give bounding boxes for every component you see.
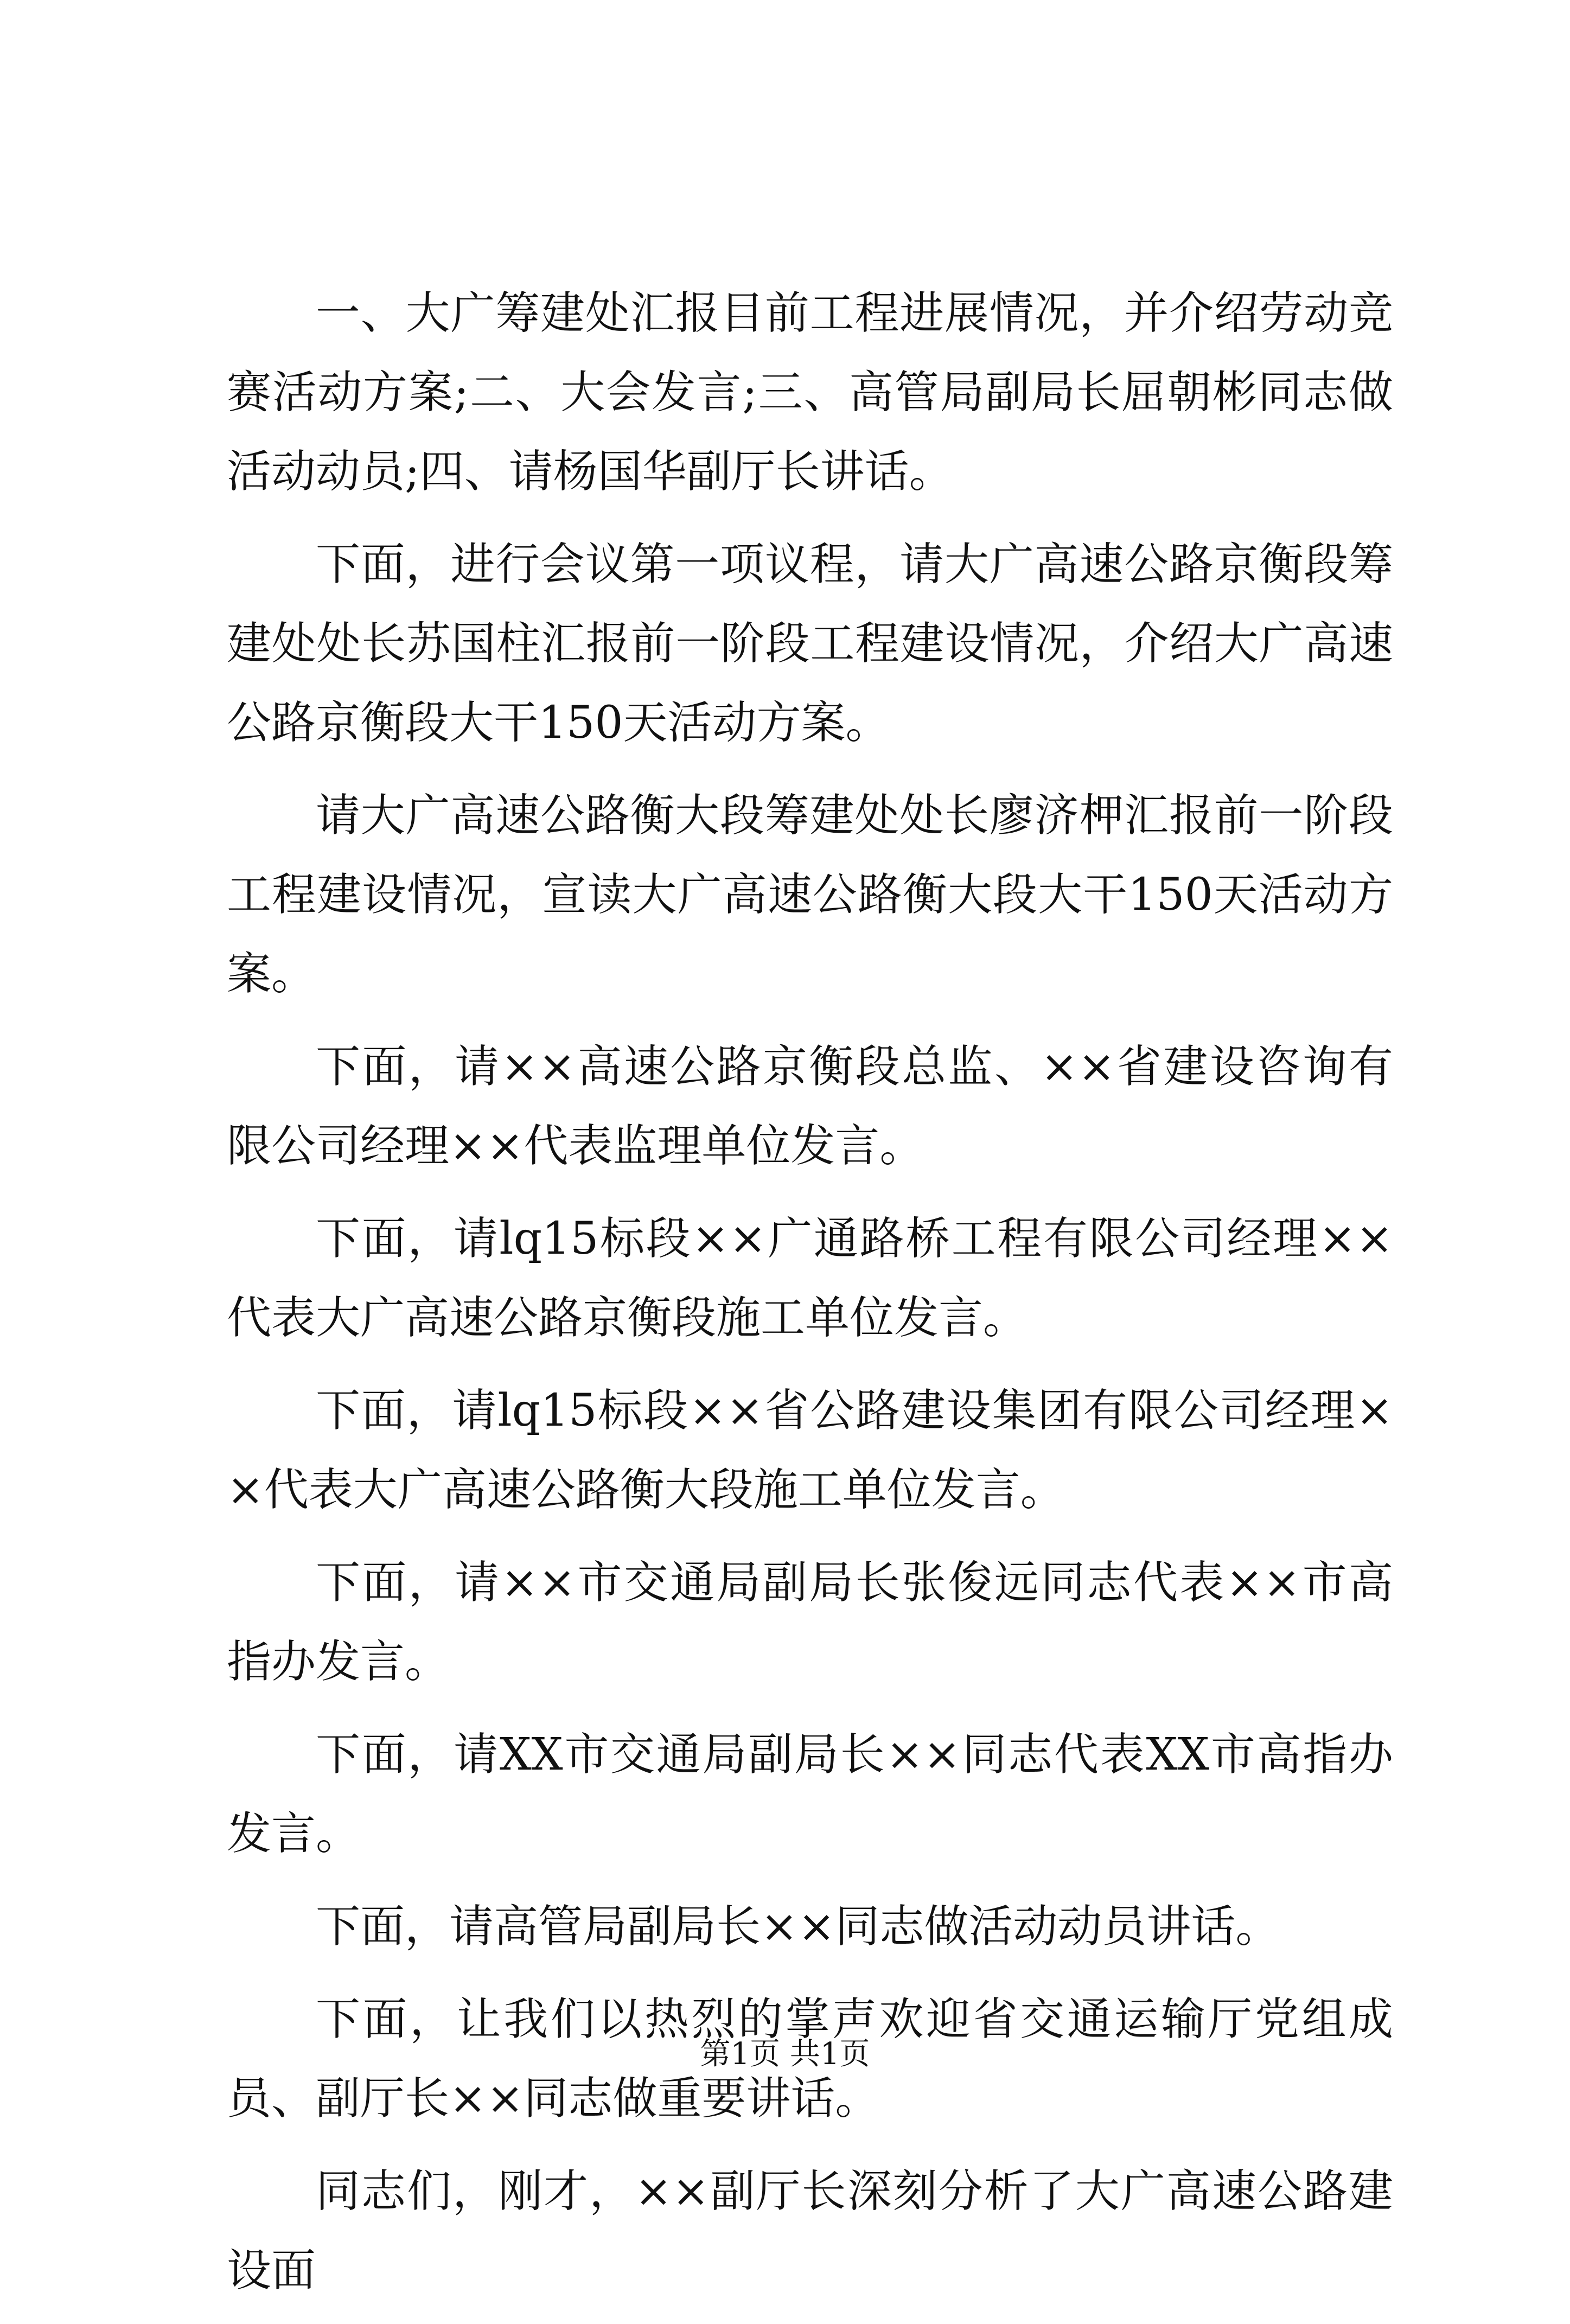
paragraph: 下面，让我们以热烈的掌声欢迎省交通运输厅党组成员、副厅长××同志做重要讲话。 [227,1994,1393,2124]
paragraph: 下面，请××高速公路京衡段总监、××省建设咨询有限公司经理××代表监理单位发言。 [227,1041,1393,1172]
paragraph: 请大广高速公路衡大段筹建处处长廖济柙汇报前一阶段工程建设情况，宣读大广高速公路衡大段大干150天活动方案。 [227,790,1393,1000]
paragraph: 下面，请XX市交通局副局长××同志代表XX市高指办发言。 [227,1729,1393,1860]
document-body [227,274,1393,2324]
paragraph: 同志们，刚才，××副厅长深刻分析了大广高速公路建设面 [227,2166,1393,2296]
paragraph: 下面，进行会议第一项议程，请大广高速公路京衡段筹建处处长苏国柱汇报前一阶段工程建设情况，介绍大广高速公路京衡段大干150天活动方案。 [227,539,1393,749]
paragraph: 下面，请lq15标段××广通路桥工程有限公司经理××代表大广高速公路京衡段施工单位发言。 [227,1213,1393,1344]
paragraph: 下面，请高管局副局长××同志做活动动员讲话。 [316,1901,1280,1952]
page-footer: 第1页 共1页 [700,2036,870,2072]
paragraph: 一、大广筹建处汇报目前工程进展情况，并介绍劳动竞赛活动方案;二、大会发言;三、高管局副局长屈朝彬同志做活动动员;四、请杨国华副厅长讲话。 [227,288,1393,497]
paragraph: 下面，请××市交通局副局长张俊远同志代表××市高指办发言。 [227,1557,1393,1688]
paragraph: 下面，请lq15标段××省公路建设集团有限公司经理××代表大广高速公路衡大段施工单位发言。 [227,1385,1393,1516]
